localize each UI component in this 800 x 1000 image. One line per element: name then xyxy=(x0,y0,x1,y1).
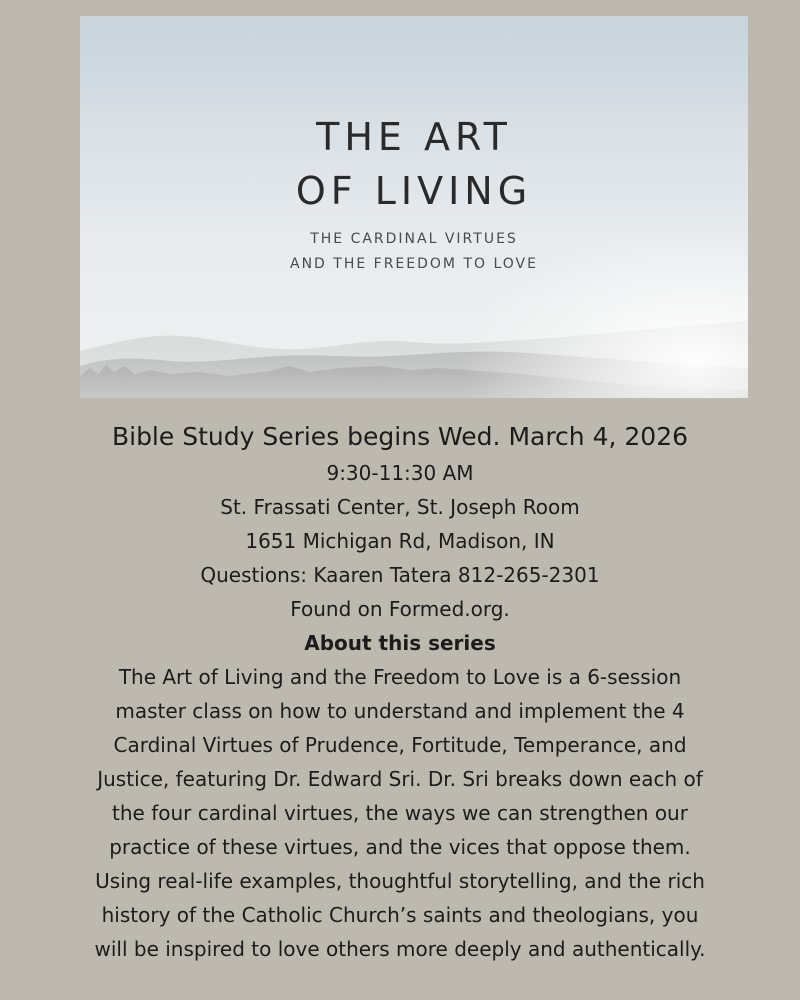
banner-subtitle-line-2: AND THE FREEDOM TO LOVE xyxy=(290,256,538,272)
event-contact: Questions: Kaaren Tatera 812-265-2301 xyxy=(200,563,600,587)
about-line: Justice, featuring Dr. Edward Sri. Dr. Sri breaks down each of xyxy=(97,767,703,791)
about-description xyxy=(20,660,780,966)
about-line: will be inspired to love others more deeply and authentically. xyxy=(94,937,706,961)
about-line: practice of these virtues, and the vices that oppose them. xyxy=(109,835,691,859)
banner-title-line-2: OF LIVING xyxy=(295,169,533,213)
banner-subtitle-line-1: THE CARDINAL VIRTUES xyxy=(310,231,518,247)
event-details xyxy=(20,418,780,966)
about-line: master class on how to understand and implement the 4 xyxy=(115,699,685,723)
banner-image xyxy=(80,16,748,398)
event-headline: Bible Study Series begins Wed. March 4, 2026 xyxy=(111,422,689,451)
event-address: 1651 Michigan Rd, Madison, IN xyxy=(245,529,555,553)
banner-title-line-1: THE ART xyxy=(316,115,512,159)
about-line: The Art of Living and the Freedom to Love is a 6-session xyxy=(118,665,682,689)
event-location: St. Frassati Center, St. Joseph Room xyxy=(220,495,580,519)
event-time: 9:30-11:30 AM xyxy=(326,461,474,485)
about-title: About this series xyxy=(304,631,496,655)
about-line: the four cardinal virtues, the ways we can strengthen our xyxy=(112,801,688,825)
about-line: Using real-life examples, thoughtful storytelling, and the rich xyxy=(95,869,705,893)
event-source: Found on Formed.org. xyxy=(290,597,510,621)
about-line: Cardinal Virtues of Prudence, Fortitude, Temperance, and xyxy=(113,733,687,757)
about-line: history of the Catholic Church’s saints and theologians, you xyxy=(101,903,699,927)
